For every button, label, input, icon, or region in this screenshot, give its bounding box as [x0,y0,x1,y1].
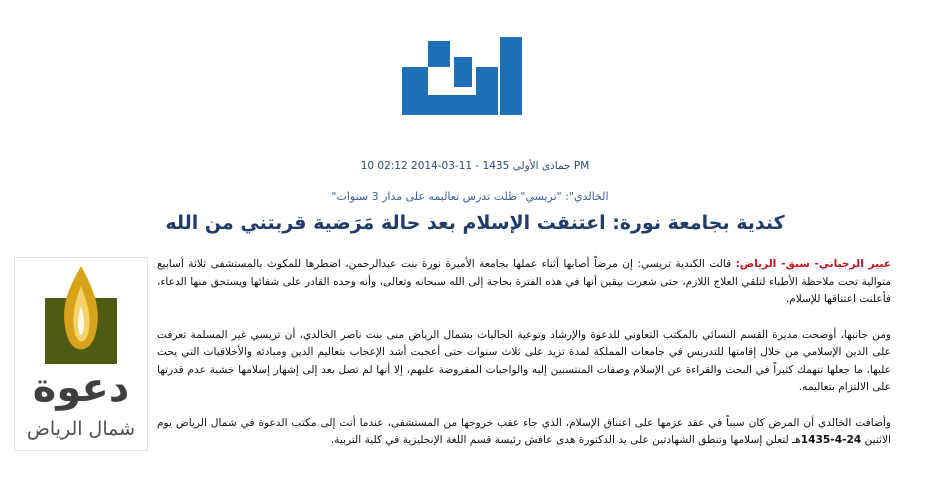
paragraph-3 [157,415,891,450]
paragraph-3-text-a: وأضافت الخالدي أن المرض كان سبباً في عقد عزمها على اعتناق الإسلام، الذي جاء عقب خروجها من المستشفى، عندما أتت إلى مكتب الدعوة في شمال الرياض يوم الاثنين [157,416,891,446]
dawah-flame-logo-icon [15,258,147,366]
hijri-date: 24-4-1435 [800,434,862,446]
author-byline: عبير الرجباني- سبق- الرياض: [735,258,891,270]
dawah-logo-sub-text: شمال الرياض [26,418,136,440]
paragraph-2: ومن جانبها، أوضحت مديرة القسم النسائي بالمكتب التعاوني للدعوة والإرشاد وتوعية الجاليات بشمال الرياض منى بنت ناصر الخالدي، أن تريسي غير المسلمة تعرفت على الدين الإسلامي من خلال إقامتها للتدريس في جامعات المملكة لمدة تزيد على ثلاث سنوات حتى أعجبت أشد الإعجاب بتعاليم الدين ومبادئه والأخلاقيات التي يحث عليها، ما جعلها تنهمك كثيراً في البحث والقراءة عن الإسلام وصفات المنتسبين إليه والواجبات المفروضة عليهم، إلا أنها لم تصل بعد إلى إشهار إسلامها خشية عدم قدرتها على الالتزام بتعاليمه. [157,328,891,393]
paragraph-1-text: قالت الكندية تريسي: إن مرضاً أصابها أثناء عملها بجامعة الأميرة نورة بنت عبدالرحمن، اضطرها للمكوث بالمستشفى ثلاثة أسابيع متوالية تحت ملاحظة الأطباء لتلقي العلاج اللازم، حتى شعرت بيقين أنها في هذه الفترة بحاجة إلى الله سبحانه وتعالى، وأنه وحده القادر على شفائها ويستحق منها الدعاء، فأعلنت اعتناقها للإسلام. [157,258,891,305]
paragraph-1 [157,256,891,309]
article-body [157,256,891,468]
paragraph-3-text-b: هـ لتعلن إسلامها وتنطق الشهادتين على يد الدكتورة هدى عافش رئيسة قسم اللغة الإنجليزية في كلية التربية. [330,434,801,446]
article-title: كندية بجامعة نورة: اعتنقت الإسلام بعد حالة مَرَضية قربتني من الله [165,212,785,234]
news-site-logo-icon [398,33,528,121]
dawah-logo [14,257,148,451]
dawah-logo-main-text: دعوة [32,365,130,411]
article-subtitle: "الخالدي": "تريسي" ظلت تدرس تعاليمه على مدار 3 سنوات [331,190,609,203]
news-site-logo[interactable] [398,33,528,121]
publish-date: 10 جمادى الأولى 1435 - 11-03-2014 02:12 PM [360,160,590,172]
